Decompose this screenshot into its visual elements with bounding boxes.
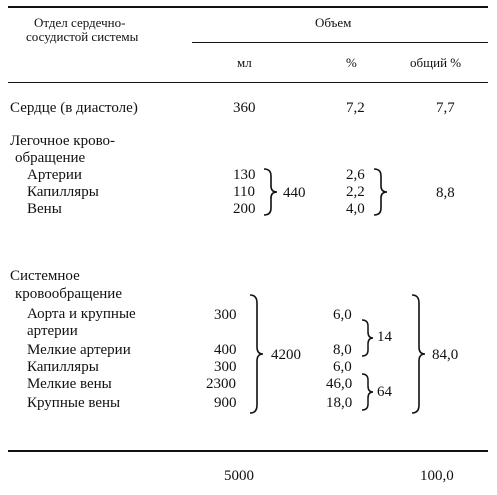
pulm-veins-pct: 4,0 [346, 201, 365, 217]
header-volume: Объем [315, 15, 352, 30]
header-section-line1: Отдел сердечно- [34, 15, 126, 30]
pulm-sum-ml: 440 [283, 185, 306, 201]
pulm-capillaries-ml: 110 [233, 184, 255, 200]
pulm-ml-brace [262, 167, 282, 217]
sys-venous-pct: 64 [377, 384, 392, 400]
sys-total-brace [410, 293, 430, 415]
sys-small-veins-ml: 2300 [206, 376, 236, 392]
footer-total-pct: 100,0 [420, 468, 454, 484]
sys-total: 84,0 [432, 347, 459, 363]
sys-aorta-label-line1: Аорта и крупные [27, 306, 136, 322]
sys-aorta-pct: 6,0 [333, 307, 352, 323]
sys-large-veins-label: Крупные вены [27, 395, 121, 411]
footer-total-ml: 5000 [224, 468, 254, 484]
header-total-pct: общий % [410, 55, 462, 70]
sys-capillaries-pct: 6,0 [333, 359, 352, 375]
header-pct: % [346, 55, 357, 70]
sys-capillaries-label: Капилляры [27, 359, 99, 375]
heart-ml: 360 [233, 100, 256, 116]
sys-large-veins-pct: 18,0 [326, 395, 353, 411]
heart-label: Сердце (в диастоле) [10, 100, 138, 116]
pulmonary-title-line1: Легочное крово- [10, 133, 116, 149]
sys-venous-brace [360, 372, 376, 412]
sys-small-arteries-ml: 400 [214, 342, 237, 358]
sys-arterial-pct: 14 [377, 329, 392, 345]
pulm-arteries-label: Артерии [27, 167, 82, 183]
pulm-capillaries-pct: 2,2 [346, 184, 365, 200]
heart-pct: 7,2 [346, 100, 365, 116]
header-volume-rule [192, 42, 488, 43]
pulmonary-title-line2: обращение [15, 150, 86, 166]
header-section-line2: сосудистой системы [26, 29, 139, 44]
sys-small-veins-label: Мелкие вены [27, 376, 112, 392]
sys-ml-brace [248, 293, 268, 415]
header-bottom-rule [8, 82, 488, 83]
sys-capillaries-ml: 300 [214, 359, 237, 375]
sys-arterial-brace [360, 318, 376, 358]
heart-total: 7,7 [436, 100, 455, 116]
pulm-arteries-ml: 130 [233, 167, 256, 183]
sys-small-arteries-pct: 8,0 [333, 342, 352, 358]
sys-aorta-ml: 300 [214, 307, 237, 323]
systemic-title-line2: кровообращение [15, 286, 122, 302]
top-rule [8, 6, 488, 8]
sys-small-arteries-label: Мелкие артерии [27, 342, 131, 358]
sys-sum-ml: 4200 [271, 347, 301, 363]
pulm-veins-label: Вены [27, 201, 62, 217]
systemic-title-line1: Системное [10, 268, 80, 284]
pulm-arteries-pct: 2,6 [346, 167, 365, 183]
bottom-rule [8, 450, 488, 452]
sys-small-veins-pct: 46,0 [326, 376, 353, 392]
pulm-capillaries-label: Капилляры [27, 184, 99, 200]
header-ml: мл [237, 55, 252, 70]
pulm-veins-ml: 200 [233, 201, 256, 217]
sys-large-veins-ml: 900 [214, 395, 237, 411]
pulm-pct-brace [372, 167, 392, 217]
pulm-total: 8,8 [436, 185, 455, 201]
sys-aorta-label-line2: артерии [27, 323, 78, 339]
